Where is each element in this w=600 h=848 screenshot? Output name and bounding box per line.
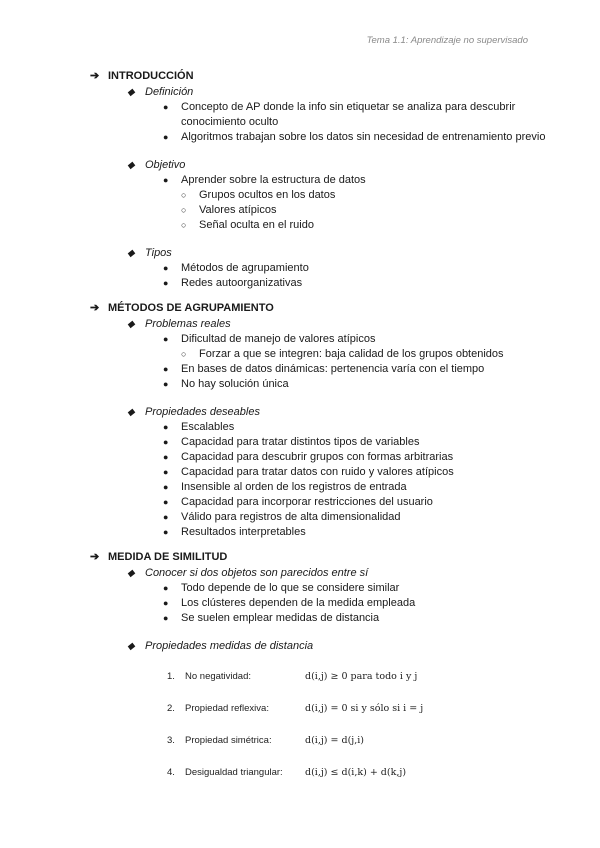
list-item-text: En bases de datos dinámicas: pertenencia varía con el tiempo [181, 363, 485, 375]
subsection-title-text: Definición [145, 86, 194, 98]
list-item [163, 596, 560, 611]
diamond-bullet-icon: ◆ [127, 319, 135, 330]
distance-property-row [167, 660, 560, 692]
diamond-bullet-icon: ◆ [127, 407, 135, 418]
circle-bullet-icon: ○ [181, 205, 187, 215]
subsection-title [127, 85, 560, 100]
nested-list-item [181, 218, 560, 233]
list-item-text: Redes autoorganizativas [181, 277, 303, 289]
property-number: 1. [167, 670, 175, 682]
section [90, 300, 560, 540]
diamond-bullet-icon: ◆ [127, 568, 135, 579]
disc-bullet-icon: ● [163, 379, 169, 389]
nested-list-item-text: Forzar a que se integren: baja calidad de los grupos obtenidos [199, 348, 504, 360]
property-name: Propiedad simétrica: [185, 734, 272, 746]
list-item [163, 261, 560, 276]
diamond-bullet-icon: ◆ [127, 248, 135, 259]
list-item-text: Válido para registros de alta dimensionalidad [181, 511, 401, 523]
bullet-list [163, 100, 560, 145]
list-item [163, 362, 560, 377]
subsection-title-text: Objetivo [145, 159, 186, 171]
nested-list-item-text: Valores atípicos [199, 204, 277, 216]
property-formula: d(i,j) = 0 si y sólo si i = j [305, 702, 424, 714]
section-title-text: INTRODUCCIÓN [108, 70, 194, 82]
nested-list [181, 347, 560, 362]
property-formula: d(i,j) = d(j,i) [305, 734, 364, 746]
disc-bullet-icon: ● [163, 364, 169, 374]
property-name: Propiedad reflexiva: [185, 702, 269, 714]
list-item [163, 435, 560, 450]
list-item [163, 465, 560, 480]
list-item [163, 332, 560, 347]
list-item [163, 173, 560, 188]
arrow-right-icon: ➔ [90, 302, 100, 314]
subsection [127, 85, 560, 145]
section [90, 68, 560, 291]
section-title-text: MEDIDA DE SIMILITUD [108, 551, 228, 563]
nested-list [181, 188, 560, 233]
list-item-text: Capacidad para tratar datos con ruido y valores atípicos [181, 466, 454, 478]
bullet-list [163, 581, 560, 626]
circle-bullet-icon: ○ [181, 220, 187, 230]
subsection-title-text: Propiedades medidas de distancia [145, 640, 314, 652]
disc-bullet-icon: ● [163, 598, 169, 608]
section-title [90, 300, 560, 317]
nested-list-item [181, 347, 560, 362]
subsection-title [127, 158, 560, 173]
list-item-text: Capacidad para incorporar restricciones del usuario [181, 496, 433, 508]
arrow-right-icon: ➔ [90, 70, 100, 82]
circle-bullet-icon: ○ [181, 349, 187, 359]
bullet-list [163, 332, 560, 392]
list-item-text: Todo depende de lo que se considere similar [181, 582, 400, 594]
arrow-right-icon: ➔ [90, 551, 100, 563]
subsection [127, 158, 560, 233]
list-item [163, 611, 560, 626]
bullet-list [163, 420, 560, 540]
subsection [127, 317, 560, 392]
disc-bullet-icon: ● [163, 422, 169, 432]
property-number: 3. [167, 734, 175, 746]
subsection [127, 405, 560, 540]
property-name: Desigualdad triangular: [185, 766, 283, 778]
disc-bullet-icon: ● [163, 497, 169, 507]
list-item-text: Resultados interpretables [181, 526, 306, 538]
disc-bullet-icon: ● [163, 512, 169, 522]
subsection-title-text: Problemas reales [145, 318, 231, 330]
distance-property-row [167, 692, 560, 724]
disc-bullet-icon: ● [163, 175, 169, 185]
subsection [127, 639, 560, 788]
list-item-text: Métodos de agrupamiento [181, 262, 309, 274]
disc-bullet-icon: ● [163, 278, 169, 288]
list-item [163, 581, 560, 596]
subsection-title [127, 246, 560, 261]
property-formula: d(i,j) ≥ 0 para todo i y j [305, 670, 418, 682]
disc-bullet-icon: ● [163, 334, 169, 344]
subsection-title [127, 317, 560, 332]
list-item [163, 276, 560, 291]
list-item [163, 130, 560, 145]
list-item-text: Insensible al orden de los registros de entrada [181, 481, 407, 493]
subsection-title-text: Conocer si dos objetos son parecidos entre sí [145, 567, 369, 579]
list-item-text: No hay solución única [181, 378, 289, 390]
disc-bullet-icon: ● [163, 613, 169, 623]
disc-bullet-icon: ● [163, 102, 169, 112]
list-item-text: Aprender sobre la estructura de datos [181, 174, 366, 186]
disc-bullet-icon: ● [163, 132, 169, 142]
property-name: No negatividad: [185, 670, 252, 682]
subsection-list [127, 566, 560, 788]
list-item-text: Se suelen emplear medidas de distancia [181, 612, 380, 624]
subsection [127, 246, 560, 291]
section-title [90, 68, 560, 85]
property-number: 4. [167, 766, 175, 778]
list-item-text: Concepto de AP donde la info sin etiquetar se analiza para descubrir conocimiento oculto [181, 101, 516, 128]
section-title-text: MÉTODOS DE AGRUPAMIENTO [108, 302, 274, 314]
disc-bullet-icon: ● [163, 437, 169, 447]
distance-property-row [167, 756, 560, 788]
property-formula: d(i,j) ≤ d(i,k) + d(k,j) [305, 766, 407, 778]
subsection-title [127, 566, 560, 581]
diamond-bullet-icon: ◆ [127, 641, 135, 652]
distance-properties-table [167, 660, 560, 788]
list-item [163, 420, 560, 435]
subsection-title [127, 639, 560, 654]
nested-list-item-text: Grupos ocultos en los datos [199, 189, 336, 201]
list-item-text: Escalables [181, 421, 235, 433]
subsection-list [127, 85, 560, 291]
list-item-text: Capacidad para tratar distintos tipos de variables [181, 436, 420, 448]
diamond-bullet-icon: ◆ [127, 87, 135, 98]
section [90, 549, 560, 788]
disc-bullet-icon: ● [163, 452, 169, 462]
nested-list-item-text: Señal oculta en el ruido [199, 219, 314, 231]
bullet-list [163, 173, 560, 233]
list-item [163, 480, 560, 495]
document-body [90, 68, 560, 797]
nested-list-item [181, 203, 560, 218]
list-item-text: Capacidad para descubrir grupos con formas arbitrarias [181, 451, 454, 463]
disc-bullet-icon: ● [163, 467, 169, 477]
property-number: 2. [167, 702, 175, 714]
list-item [163, 377, 560, 392]
subsection-list [127, 317, 560, 540]
list-item [163, 495, 560, 510]
subsection-title-text: Tipos [145, 247, 172, 259]
list-item-text: Dificultad de manejo de valores atípicos [181, 333, 376, 345]
subsection-title [127, 405, 560, 420]
diamond-bullet-icon: ◆ [127, 160, 135, 171]
list-item-text: Algoritmos trabajan sobre los datos sin necesidad de entrenamiento previo [181, 131, 546, 143]
distance-property-row [167, 724, 560, 756]
disc-bullet-icon: ● [163, 583, 169, 593]
bullet-list [163, 261, 560, 291]
page-header: Tema 1.1: Aprendizaje no supervisado [366, 35, 528, 46]
list-item [163, 450, 560, 465]
disc-bullet-icon: ● [163, 263, 169, 273]
list-item-text: Los clústeres dependen de la medida empleada [181, 597, 416, 609]
circle-bullet-icon: ○ [181, 190, 187, 200]
disc-bullet-icon: ● [163, 527, 169, 537]
subsection-title-text: Propiedades deseables [145, 406, 260, 418]
list-item [163, 510, 560, 525]
subsection [127, 566, 560, 626]
disc-bullet-icon: ● [163, 482, 169, 492]
list-item [163, 100, 560, 130]
nested-list-item [181, 188, 560, 203]
section-title [90, 549, 560, 566]
list-item [163, 525, 560, 540]
